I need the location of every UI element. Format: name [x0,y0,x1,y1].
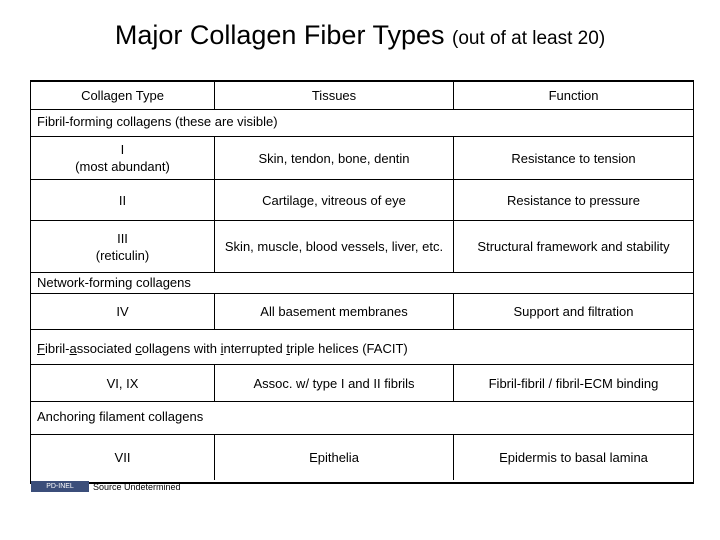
source-attribution [31,480,181,493]
table-row-tissues: Assoc. w/ type I and II fibrils [253,375,415,391]
header-row [31,82,693,109]
table-row-function: Resistance to tension [511,150,636,166]
type-note: (most abundant) [75,159,170,174]
section-label: Fibril-forming collagens [37,114,172,129]
type-number: I [120,142,125,157]
table-row-tissues: Skin, tendon, bone, dentin [258,150,410,166]
title-main: Major Collagen Fiber Types [114,20,445,50]
collagen-table [30,80,694,484]
table-row-tissues: Epithelia [309,450,359,465]
table-row-function: Support and filtration [513,304,634,319]
source-text: Source Undetermined [93,481,181,492]
header-function: Function [548,88,599,103]
table-row-type: II [118,192,127,208]
section-network-forming: Network-forming collagens [37,275,191,290]
table-row-type [31,137,214,179]
section-fibril-forming [37,113,278,130]
table-row-function: Fibril-fibril / fibril-ECM binding [488,375,659,391]
table-row-type: IV [116,304,129,319]
section-facit: Fibril-associated collagens with interrupted triple helices (FACIT) [37,341,408,356]
table-row-tissues: Cartilage, vitreous of eye [262,192,406,208]
table-row-type [31,221,214,272]
table-row-type: VII [114,450,131,465]
slide-title [0,20,720,51]
title-sub: (out of at least 20) [452,28,606,49]
table-row-tissues: All basement membranes [260,304,408,319]
type-number: III [117,230,128,246]
table-row-tissues: Skin, muscle, blood vessels, liver, etc. [224,239,444,254]
table-row-function: Structural framework and stability [477,239,670,254]
header-collagen-type: Collagen Type [81,88,164,103]
section-anchoring-filament: Anchoring filament collagens [37,409,204,424]
table-row-type: VI, IX [106,375,139,391]
type-note: (reticulin) [95,247,150,263]
table-row-function: Epidermis to basal lamina [499,450,648,465]
license-badge: PD-INEL [31,481,89,492]
section-note: (these are visible) [175,114,278,129]
table-row-function: Resistance to pressure [507,192,640,208]
header-tissues: Tissues [311,88,357,103]
